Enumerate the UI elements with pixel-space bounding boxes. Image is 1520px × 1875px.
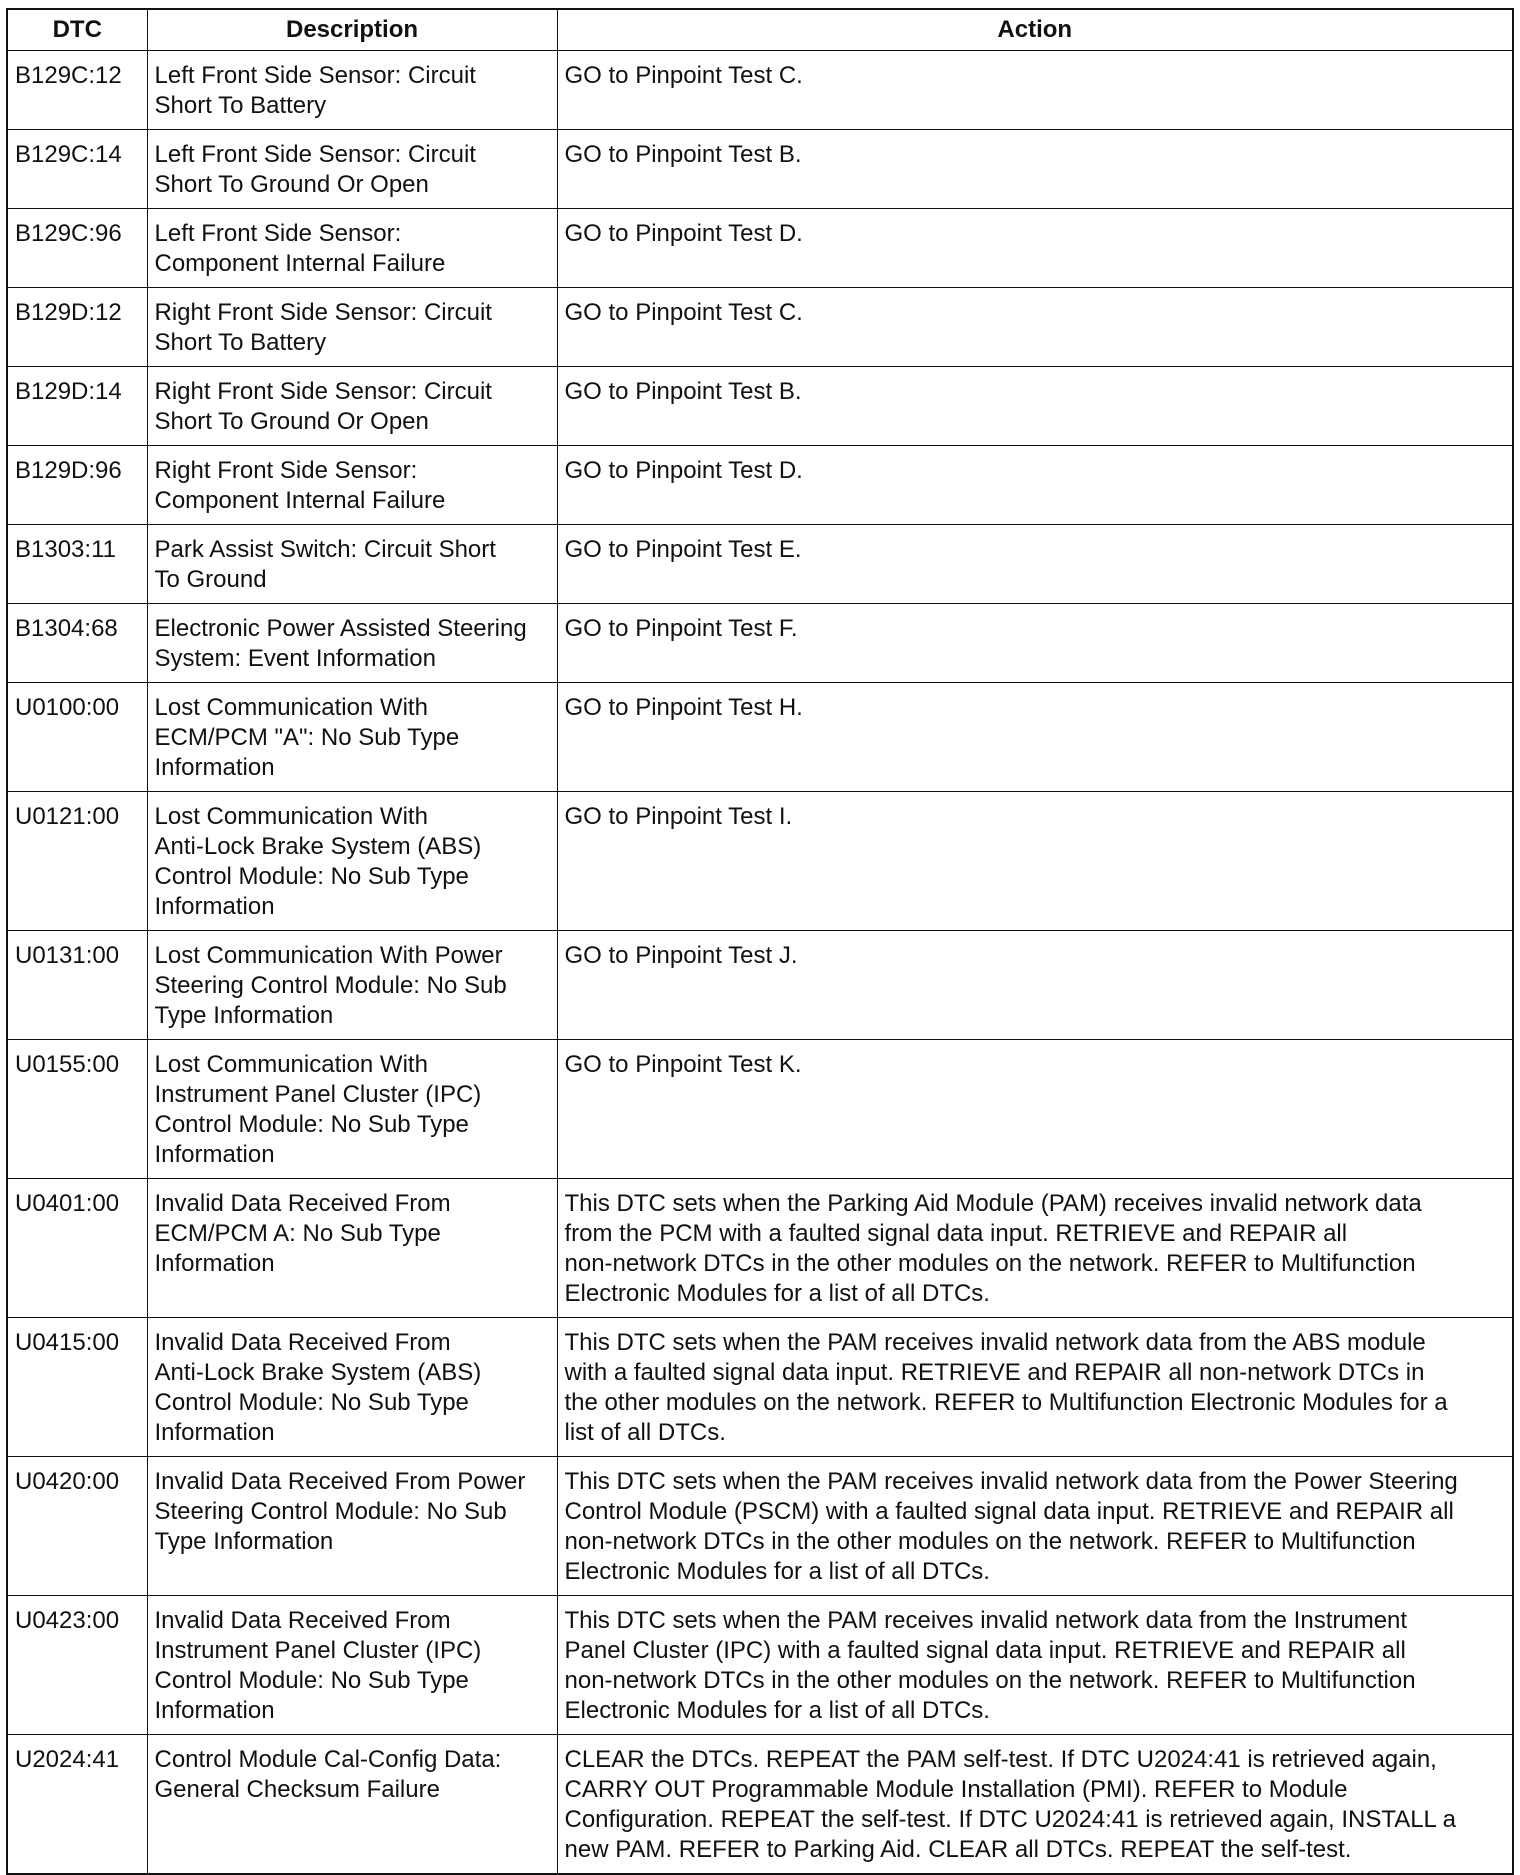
table-row xyxy=(7,130,1513,209)
description-cell: Left Front Side Sensor: Component Internal Failure xyxy=(147,209,557,288)
description-cell: Lost Communication With Anti-Lock Brake System (ABS) Control Module: No Sub Type Information xyxy=(147,792,557,931)
action-cell: GO to Pinpoint Test F. xyxy=(557,604,1513,683)
dtc-cell: U0423:00 xyxy=(7,1596,147,1735)
description-cell: Right Front Side Sensor: Circuit Short To Ground Or Open xyxy=(147,367,557,446)
table-row xyxy=(7,683,1513,792)
description-cell: Right Front Side Sensor: Circuit Short To Battery xyxy=(147,288,557,367)
action-cell: CLEAR the DTCs. REPEAT the PAM self-test. If DTC U2024:41 is retrieved again, CARRY OUT Programmable Module Installation (PMI). REFER to Module Configuration. REPEAT the self-test. If DTC U2024:41 is retrieved again, INSTALL a new PAM. REFER to Parking Aid. CLEAR all DTCs. REPEAT the self-test. xyxy=(557,1735,1513,1875)
action-cell: GO to Pinpoint Test K. xyxy=(557,1040,1513,1179)
action-cell: This DTC sets when the PAM receives invalid network data from the Instrument Panel Cluster (IPC) with a faulted signal data input. RETRIEVE and REPAIR all non-network DTCs in the other modules on the network. REFER to Multifunction Electronic Modules for a list of all DTCs. xyxy=(557,1596,1513,1735)
description-cell: Park Assist Switch: Circuit Short To Ground xyxy=(147,525,557,604)
table-row xyxy=(7,1596,1513,1735)
table-row xyxy=(7,446,1513,525)
description-cell: Electronic Power Assisted Steering System: Event Information xyxy=(147,604,557,683)
header-dtc: DTC xyxy=(7,9,147,51)
table-row xyxy=(7,525,1513,604)
dtc-cell: B129C:12 xyxy=(7,51,147,130)
action-cell: GO to Pinpoint Test I. xyxy=(557,792,1513,931)
action-cell: GO to Pinpoint Test B. xyxy=(557,367,1513,446)
description-cell: Invalid Data Received From ECM/PCM A: No Sub Type Information xyxy=(147,1179,557,1318)
dtc-cell: B129D:14 xyxy=(7,367,147,446)
dtc-cell: U0155:00 xyxy=(7,1040,147,1179)
table-row xyxy=(7,604,1513,683)
action-cell: GO to Pinpoint Test J. xyxy=(557,931,1513,1040)
description-cell: Right Front Side Sensor: Component Internal Failure xyxy=(147,446,557,525)
action-cell: GO to Pinpoint Test D. xyxy=(557,209,1513,288)
action-cell: GO to Pinpoint Test E. xyxy=(557,525,1513,604)
dtc-cell: B1304:68 xyxy=(7,604,147,683)
dtc-cell: U0401:00 xyxy=(7,1179,147,1318)
action-cell: GO to Pinpoint Test D. xyxy=(557,446,1513,525)
description-cell: Invalid Data Received From Anti-Lock Brake System (ABS) Control Module: No Sub Type Information xyxy=(147,1318,557,1457)
description-cell: Invalid Data Received From Power Steering Control Module: No Sub Type Information xyxy=(147,1457,557,1596)
dtc-table xyxy=(6,8,1514,1875)
dtc-cell: B129D:96 xyxy=(7,446,147,525)
description-cell: Left Front Side Sensor: Circuit Short To Battery xyxy=(147,51,557,130)
table-row xyxy=(7,1318,1513,1457)
table-row xyxy=(7,288,1513,367)
action-cell: This DTC sets when the PAM receives invalid network data from the ABS module with a faulted signal data input. RETRIEVE and REPAIR all non-network DTCs in the other modules on the network. REFER to Multifunction Electronic Modules for a list of all DTCs. xyxy=(557,1318,1513,1457)
table-row xyxy=(7,931,1513,1040)
description-cell: Lost Communication With Instrument Panel Cluster (IPC) Control Module: No Sub Type Information xyxy=(147,1040,557,1179)
header-action: Action xyxy=(557,9,1513,51)
description-cell: Lost Communication With ECM/PCM "A": No Sub Type Information xyxy=(147,683,557,792)
table-row xyxy=(7,367,1513,446)
table-row xyxy=(7,1040,1513,1179)
dtc-cell: B1303:11 xyxy=(7,525,147,604)
table-row xyxy=(7,51,1513,130)
table-row xyxy=(7,792,1513,931)
description-cell: Lost Communication With Power Steering Control Module: No Sub Type Information xyxy=(147,931,557,1040)
description-cell: Left Front Side Sensor: Circuit Short To Ground Or Open xyxy=(147,130,557,209)
dtc-cell: U0415:00 xyxy=(7,1318,147,1457)
header-description: Description xyxy=(147,9,557,51)
header-row xyxy=(7,9,1513,51)
table-row xyxy=(7,1179,1513,1318)
dtc-cell: B129C:96 xyxy=(7,209,147,288)
dtc-cell: U2024:41 xyxy=(7,1735,147,1875)
action-cell: GO to Pinpoint Test B. xyxy=(557,130,1513,209)
dtc-cell: U0420:00 xyxy=(7,1457,147,1596)
description-cell: Control Module Cal-Config Data: General Checksum Failure xyxy=(147,1735,557,1875)
dtc-cell: U0100:00 xyxy=(7,683,147,792)
action-cell: GO to Pinpoint Test C. xyxy=(557,288,1513,367)
dtc-cell: U0131:00 xyxy=(7,931,147,1040)
action-cell: GO to Pinpoint Test H. xyxy=(557,683,1513,792)
dtc-cell: B129C:14 xyxy=(7,130,147,209)
dtc-cell: U0121:00 xyxy=(7,792,147,931)
table-row xyxy=(7,209,1513,288)
action-cell: GO to Pinpoint Test C. xyxy=(557,51,1513,130)
table-row xyxy=(7,1735,1513,1875)
action-cell: This DTC sets when the PAM receives invalid network data from the Power Steering Control Module (PSCM) with a faulted signal data input. RETRIEVE and REPAIR all non-network DTCs in the other modules on the network. REFER to Multifunction Electronic Modules for a list of all DTCs. xyxy=(557,1457,1513,1596)
dtc-cell: B129D:12 xyxy=(7,288,147,367)
description-cell: Invalid Data Received From Instrument Panel Cluster (IPC) Control Module: No Sub Type Information xyxy=(147,1596,557,1735)
table-row xyxy=(7,1457,1513,1596)
action-cell: This DTC sets when the Parking Aid Module (PAM) receives invalid network data from the PCM with a faulted signal data input. RETRIEVE and REPAIR all non-network DTCs in the other modules on the network. REFER to Multifunction Electronic Modules for a list of all DTCs. xyxy=(557,1179,1513,1318)
